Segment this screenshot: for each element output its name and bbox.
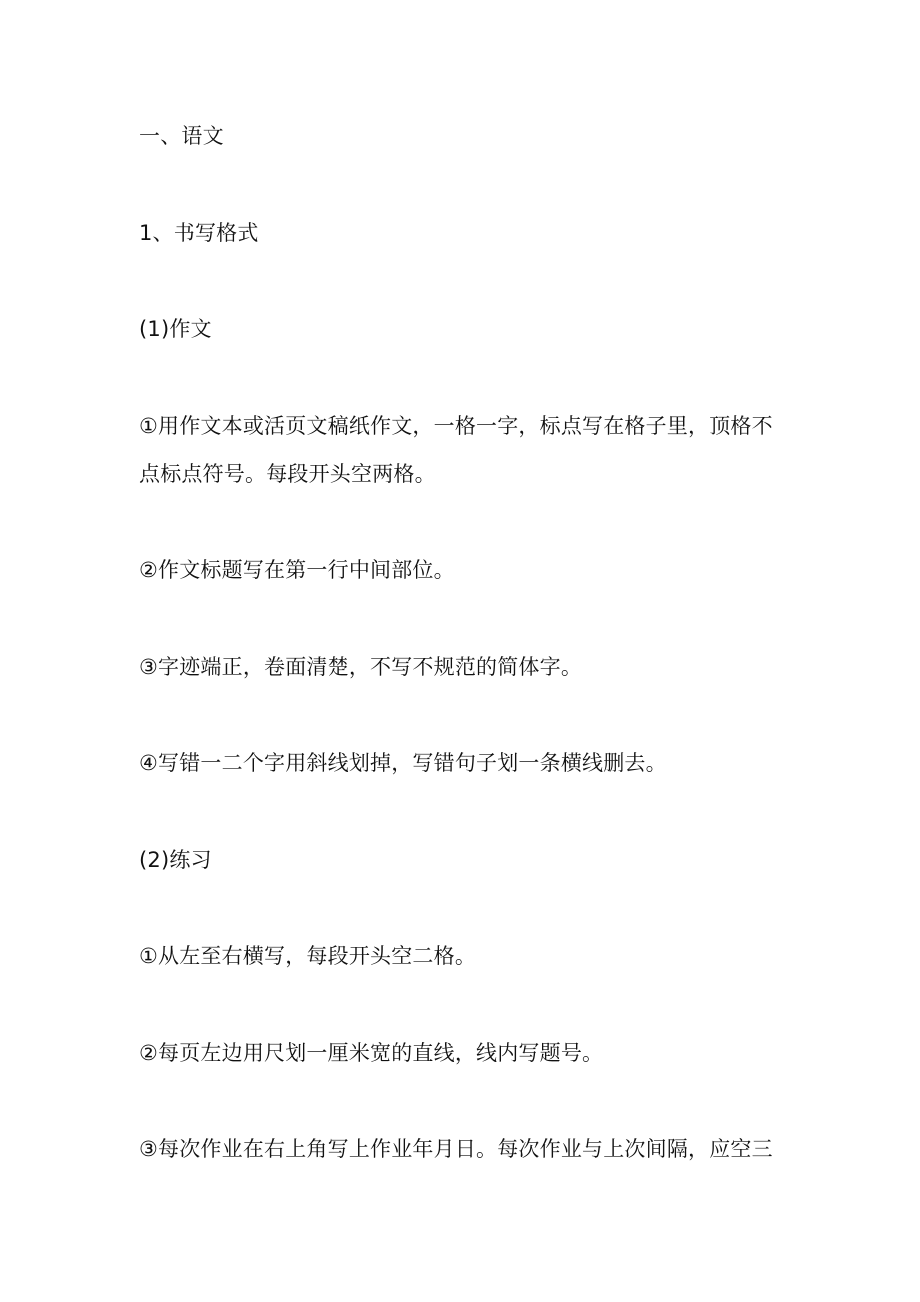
paragraph: ①从左至右横写，每段开头空二格。 [139, 944, 477, 968]
paragraph-line: ①用作文本或活页文稿纸作文，一格一字，标点写在格子里，顶格不 [139, 414, 773, 438]
paragraph: ②每页左边用尺划一厘米宽的直线，线内写题号。 [139, 1041, 604, 1065]
paragraph-line: 点标点符号。每段开头空两格。 [139, 462, 436, 486]
subsection-heading-writing-format: 1、书写格式 [139, 221, 259, 245]
section-heading-chinese: 一、语文 [139, 124, 224, 148]
paragraph: ③字迹端正，卷面清楚，不写不规范的简体字。 [139, 655, 583, 679]
paragraph-line: ③每次作业在右上角写上作业年月日。每次作业与上次间隔，应空三 [139, 1137, 773, 1161]
paragraph: ②作文标题写在第一行中间部位。 [139, 558, 455, 582]
item-heading-exercise: (2)练习 [139, 848, 212, 872]
item-heading-composition: (1)作文 [139, 317, 212, 341]
paragraph: ④写错一二个字用斜线划掉，写错句子划一条横线删去。 [139, 751, 667, 775]
